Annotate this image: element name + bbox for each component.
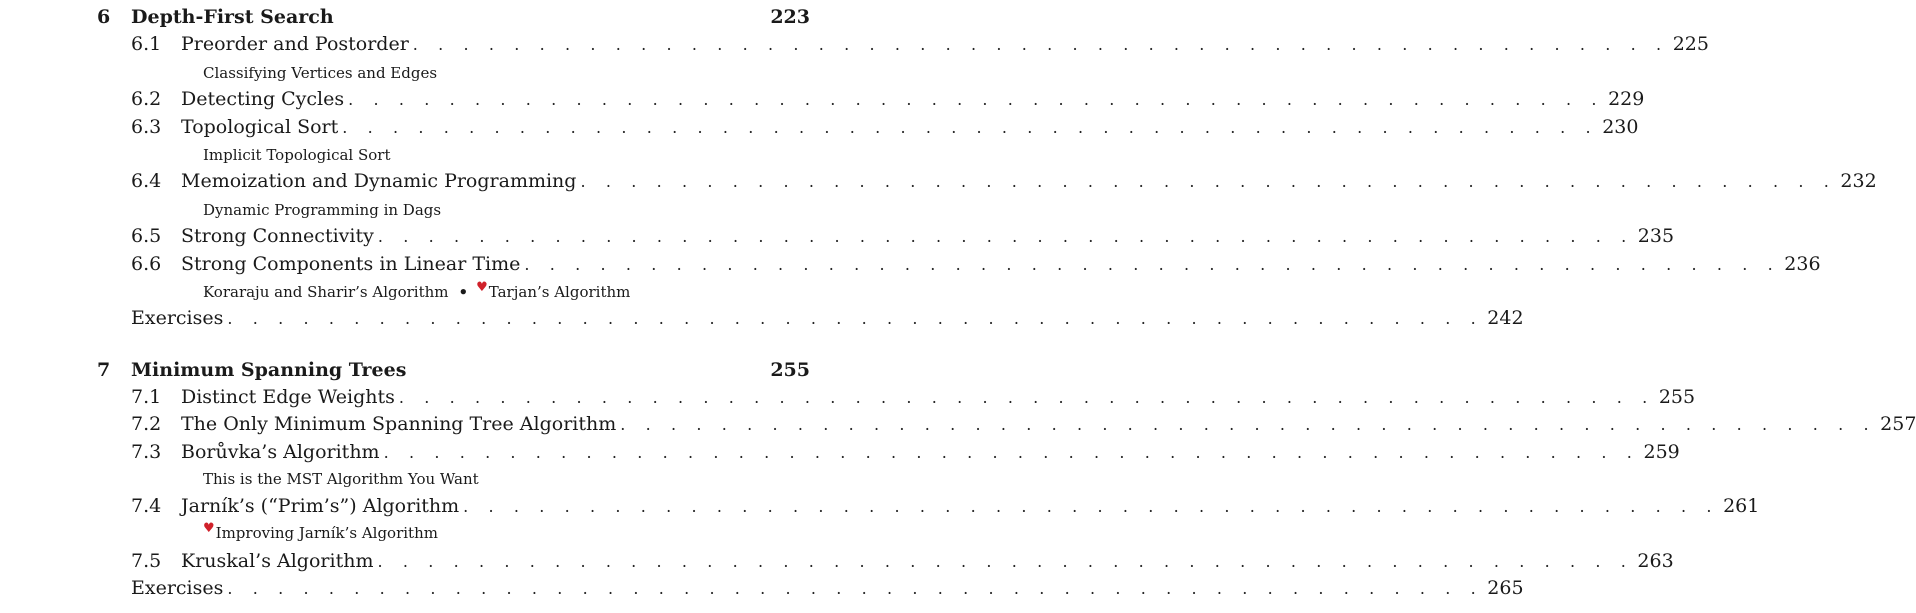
toc-entry[interactable]	[0, 307, 1524, 335]
subsection-title[interactable]: Implicit Topological Sort	[203, 146, 391, 164]
section-number: 6.3	[131, 116, 162, 138]
section-number: 6.4	[131, 170, 162, 192]
section-page: 261	[1723, 495, 1760, 517]
section-page: 236	[1784, 253, 1821, 275]
dot-leader: . . . . . . . . . . . . . . . . . . . . . . . . . . . . . . . . . . . . . . . . . . . . . . . . . .	[524, 255, 1781, 274]
subsection-title[interactable]: Dynamic Programming in Dags	[203, 201, 442, 219]
section-title[interactable]: Strong Components in Linear Time	[181, 253, 521, 275]
subsection-group	[203, 280, 631, 301]
section-page: 225	[1672, 33, 1709, 55]
section-number: 6.5	[131, 225, 162, 247]
chapter-number: 7	[97, 359, 111, 381]
dot-leader: . . . . . . . . . . . . . . . . . . . . . . . . . . . . . . . . . . . . . . . . . . . . . . . . . .	[377, 227, 1634, 246]
section-page: 259	[1643, 441, 1680, 463]
heart-icon: ♥	[203, 521, 215, 536]
dot-leader: . . . . . . . . . . . . . . . . . . . . . . . . . . . . . . . . . . . . . . . . . . . . . . . . . .	[348, 90, 1605, 109]
section-title[interactable]: Kruskal’s Algorithm	[181, 550, 374, 572]
section-title[interactable]: Topological Sort	[181, 116, 339, 138]
toc-entry[interactable]	[0, 88, 1645, 116]
section-page: 230	[1602, 116, 1639, 138]
section-title[interactable]: Detecting Cycles	[181, 88, 345, 110]
subsection-title[interactable]: Classifying Vertices and Edges	[203, 64, 438, 82]
subsection-group	[203, 521, 438, 542]
section-number: 6.2	[131, 88, 162, 110]
chapter-page: 223	[770, 6, 810, 28]
section-title[interactable]: Jarník’s (“Prim’s”) Algorithm	[181, 495, 460, 517]
subsection-title[interactable]: This is the MST Algorithm You Want	[203, 470, 479, 488]
exercises-page: 242	[1487, 307, 1524, 329]
dot-leader: . . . . . . . . . . . . . . . . . . . . . . . . . . . . . . . . . . . . . . . . . . . . . . . . . .	[377, 552, 1634, 571]
dot-leader: . . . . . . . . . . . . . . . . . . . . . . . . . . . . . . . . . . . . . . . . . . . . . . . . . .	[463, 497, 1720, 516]
toc-entry[interactable]	[0, 170, 1877, 198]
subsection-title[interactable]: Tarjan’s Algorithm	[488, 283, 631, 301]
section-number: 7.1	[131, 386, 162, 408]
toc-entry[interactable]	[0, 225, 1675, 253]
section-number: 7.5	[131, 550, 162, 572]
dot-leader: . . . . . . . . . . . . . . . . . . . . . . . . . . . . . . . . . . . . . . . . . . . . . . . . . .	[227, 309, 1484, 328]
section-number: 6.1	[131, 33, 162, 55]
chapter-heading	[0, 359, 949, 387]
section-title[interactable]: Memoization and Dynamic Programming	[181, 170, 577, 192]
dot-leader: . . . . . . . . . . . . . . . . . . . . . . . . . . . . . . . . . . . . . . . . . . . . . . . . . .	[412, 35, 1669, 54]
exercises-page: 265	[1487, 577, 1524, 599]
toc-entry[interactable]	[0, 116, 1639, 144]
dot-leader: . . . . . . . . . . . . . . . . . . . . . . . . . . . . . . . . . . . . . . . . . . . . . . . . . .	[342, 118, 1599, 137]
section-page: 235	[1637, 225, 1675, 247]
dot-leader: . . . . . . . . . . . . . . . . . . . . . . . . . . . . . . . . . . . . . . . . . . . . . . . . . .	[398, 388, 1655, 407]
section-number: 7.2	[131, 413, 162, 435]
chapter-number: 6	[97, 6, 111, 28]
toc-entry[interactable]	[0, 577, 1524, 605]
dot-leader: . . . . . . . . . . . . . . . . . . . . . . . . . . . . . . . . . . . . . . . . . . . . . . . . . .	[383, 443, 1640, 462]
subsection-title[interactable]: Improving Jarník’s Algorithm	[215, 524, 438, 542]
toc-entry[interactable]	[0, 33, 1709, 61]
chapter-heading	[0, 6, 949, 34]
section-number: 7.4	[131, 495, 162, 517]
section-title[interactable]: Distinct Edge Weights	[181, 386, 395, 408]
section-title[interactable]: Strong Connectivity	[181, 225, 374, 247]
toc-entry[interactable]	[0, 550, 1674, 578]
section-number: 7.3	[131, 441, 162, 463]
toc-entry[interactable]	[0, 495, 1760, 523]
toc-entry[interactable]	[0, 253, 1821, 281]
subsection-title[interactable]: Koraraju and Sharir’s Algorithm	[203, 283, 449, 301]
chapter-title[interactable]: Minimum Spanning Trees	[131, 359, 407, 381]
section-number: 6.6	[131, 253, 162, 275]
dot-leader: . . . . . . . . . . . . . . . . . . . . . . . . . . . . . . . . . . . . . . . . . . . . . . . . . .	[227, 579, 1484, 598]
section-title[interactable]: The Only Minimum Spanning Tree Algorithm	[181, 413, 617, 435]
bullet-separator: •	[458, 283, 469, 301]
section-page: 232	[1840, 170, 1877, 192]
dot-leader: . . . . . . . . . . . . . . . . . . . . . . . . . . . . . . . . . . . . . . . . . . . . . . . . . .	[580, 172, 1837, 191]
dot-leader: . . . . . . . . . . . . . . . . . . . . . . . . . . . . . . . . . . . . . . . . . . . . . . . . . .	[620, 415, 1877, 434]
heart-icon: ♥	[476, 280, 488, 295]
section-page: 263	[1637, 550, 1674, 572]
section-page: 255	[1658, 386, 1696, 408]
section-title[interactable]: Borůvka’s Algorithm	[181, 441, 380, 463]
section-title[interactable]: Preorder and Postorder	[181, 33, 409, 55]
subsection-line	[0, 470, 949, 498]
toc-entry[interactable]	[0, 413, 1916, 441]
section-page: 229	[1608, 88, 1645, 110]
chapter-page: 255	[770, 359, 810, 381]
toc-entry[interactable]	[0, 386, 1696, 414]
exercises-title[interactable]: Exercises	[131, 577, 224, 599]
exercises-title[interactable]: Exercises	[131, 307, 224, 329]
section-page: 257	[1880, 413, 1916, 435]
subsection-line	[0, 521, 949, 552]
toc-entry[interactable]	[0, 441, 1680, 469]
chapter-title[interactable]: Depth-First Search	[131, 6, 334, 28]
